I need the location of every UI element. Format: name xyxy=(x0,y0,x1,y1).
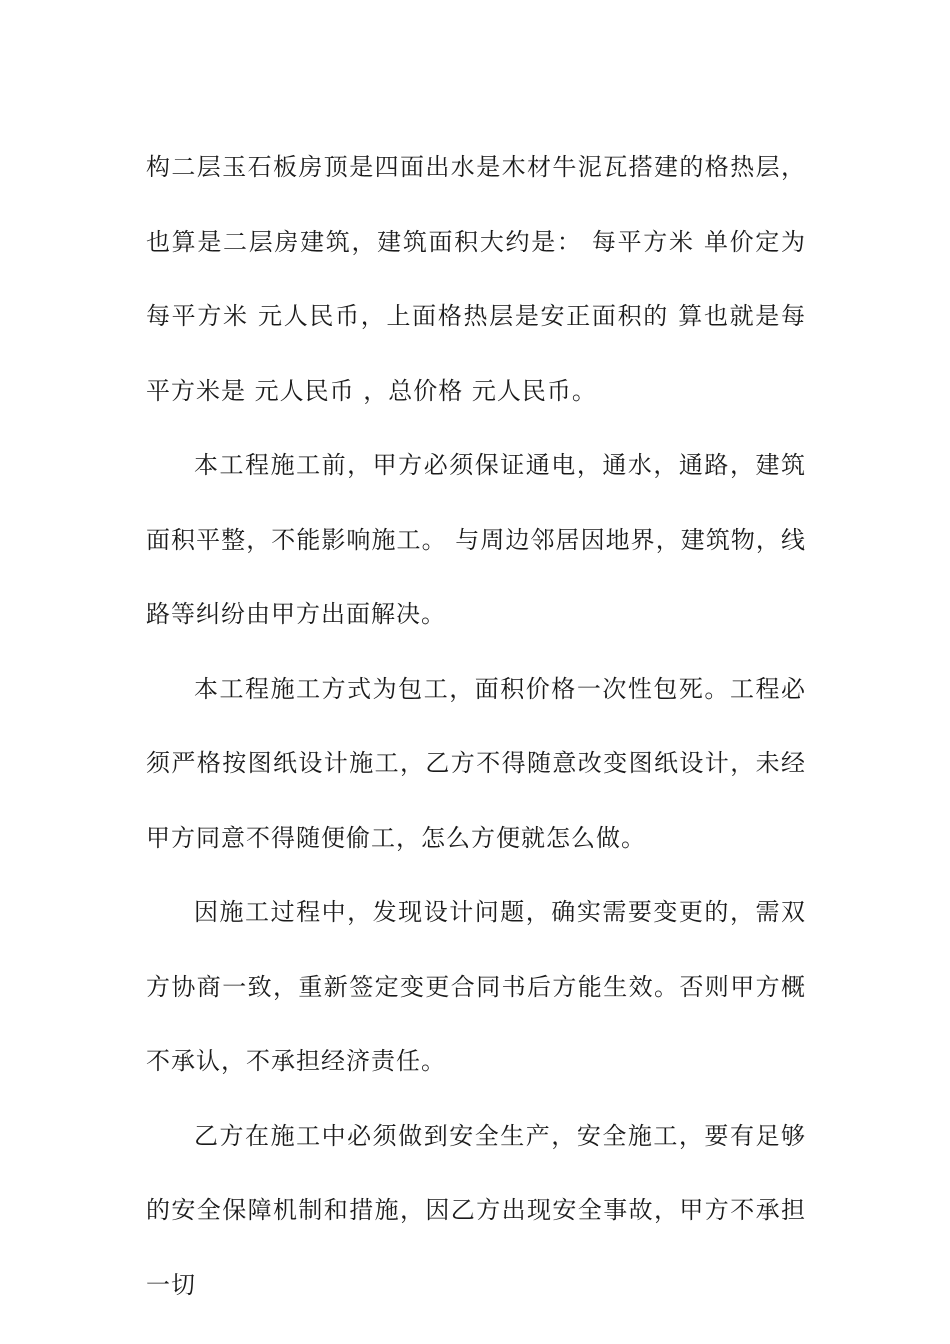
paragraph-2: 本工程施工前，甲方必须保证通电，通水，通路，建筑面积平整，不能影响施工。 与周边邻居因地界，建筑物，线路等纠纷由甲方出面解决。 xyxy=(146,451,806,628)
paragraph-4: 因施工过程中，发现设计问题，确实需要变更的，需双方协商一致，重新签定变更合同书后方能生效。否则甲方概不承认，不承担经济责任。 xyxy=(146,898,806,1075)
paragraph-1: 构二层玉石板房顶是四面出水是木材牛泥瓦搭建的格热层，也算是二层房建筑，建筑面积大约是： 每平方米 单价定为每平方米 元人民币，上面格热层是安正面积的 算也就是每平方米是 元人民币 ，总价格 元人民币。 xyxy=(146,153,806,405)
paragraph-5: 乙方在施工中必须做到安全生产，安全施工，要有足够的安全保障机制和措施，因乙方出现安全事故，甲方不承担一切 xyxy=(146,1121,806,1299)
document-body xyxy=(146,130,806,1322)
paragraph-3: 本工程施工方式为包工，面积价格一次性包死。工程必须严格按图纸设计施工，乙方不得随意改变图纸设计，未经甲方同意不得随便偷工，怎么方便就怎么做。 xyxy=(146,674,806,852)
